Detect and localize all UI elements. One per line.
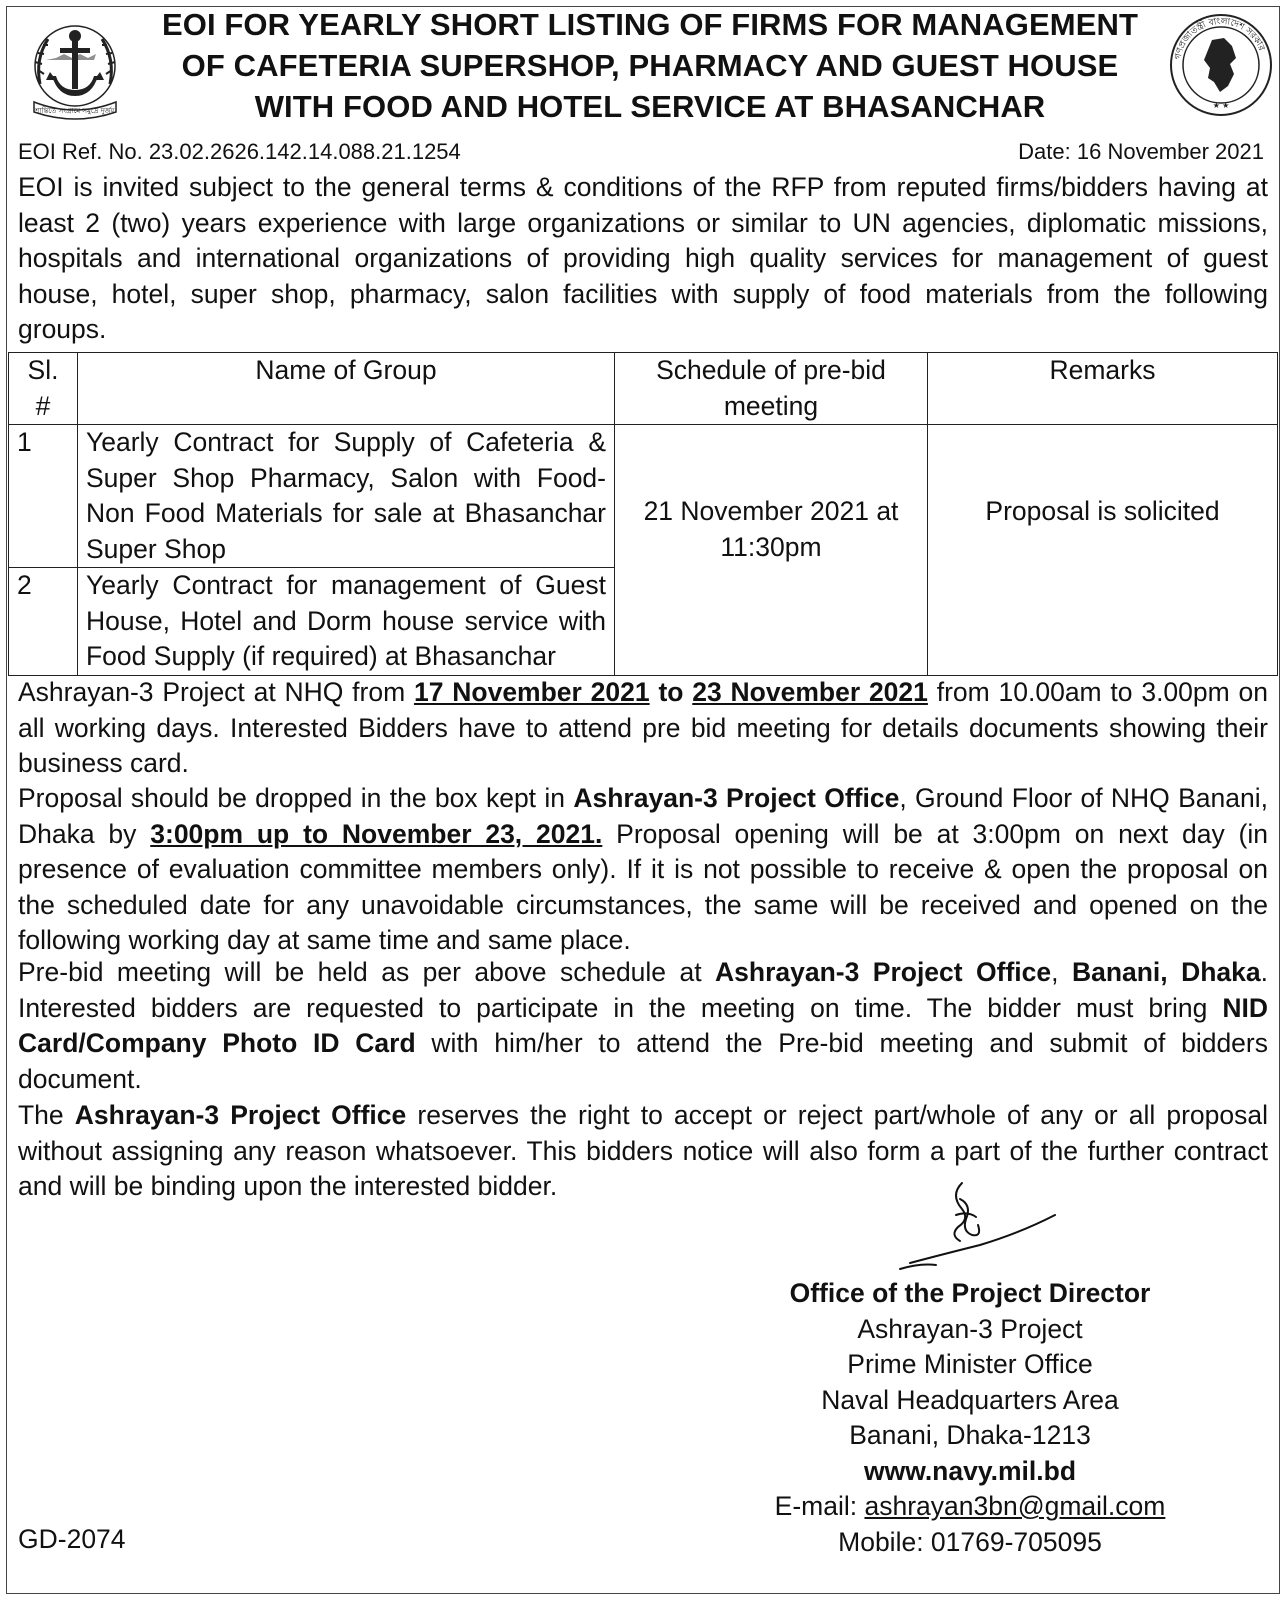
text: , Ground Floor of NHQ Banani, Dhaka by xyxy=(18,783,1268,849)
paragraph-prebid xyxy=(18,955,1268,1097)
navy-motto: শান্তিতে সংগ্রামে সমুদ্রে দুর্জয় xyxy=(35,107,115,115)
text: to xyxy=(658,677,684,707)
id-requirement: NID Card/Company Photo ID Card xyxy=(18,992,1268,1058)
paragraph-submission xyxy=(18,781,1268,959)
mobile-number: Mobile: 01769-705095 xyxy=(838,1526,1102,1557)
row-sl: 2 xyxy=(9,568,78,676)
text: , xyxy=(1051,957,1072,987)
signature-icon xyxy=(880,1175,1060,1285)
office-name: Ashrayan-3 Project Office xyxy=(573,783,900,813)
email-line xyxy=(640,1489,1286,1525)
signatory-block xyxy=(640,1276,1286,1560)
place: Banani, Dhaka xyxy=(1071,957,1261,987)
text: Pre-bid meeting will be held as per above schedule at xyxy=(18,957,715,987)
text: Proposal opening will be at 3:00pm on next day (in presence of evaluation committee members only). If it is not possible to receive & open the proposal on the scheduled date for any unavoidable circumstances, the same will be received and opened on the following working day at same time and same place. xyxy=(18,818,1268,955)
address-line: Ashrayan-3 Project xyxy=(857,1313,1083,1344)
address-line: Naval Headquarters Area xyxy=(821,1384,1119,1415)
seal-text: গণপ্রজাতন্ত্রী বাংলাদেশ সরকার xyxy=(1173,16,1267,61)
navy-logo-icon xyxy=(20,14,130,124)
title-line: EOI FOR YEARLY SHORT LISTING OF FIRMS FOR MANAGEMENT xyxy=(161,7,1138,42)
page-title xyxy=(140,4,1160,127)
text: from 10.00am to 3.00pm on all working days. Interested Bidders have to attend pre bid meeting for details documents showing their business card. xyxy=(18,677,1268,778)
header-sl: Sl. # xyxy=(9,353,78,425)
address-line: Banani, Dhaka-1213 xyxy=(849,1420,1091,1450)
text: Ashrayan-3 Project at NHQ from xyxy=(18,677,414,707)
reference-number: EOI Ref. No. 23.02.2626.142.14.088.21.1254 xyxy=(18,139,461,164)
intro-paragraph: EOI is invited subject to the general terms & conditions of the RFP from reputed firms/bidders having at least 2 (two) years experience with large organizations or similar to UN agencies, diplomatic missions, hospitals and international organizations of providing high quality services for management of guest house, hotel, super shop, pharmacy, salon facilities with supply of food materials from the following groups. xyxy=(18,172,1268,344)
header-remarks: Remarks xyxy=(928,353,1278,425)
text: The xyxy=(18,1100,75,1130)
pre-bid-schedule: 21 November 2021 at 11:30pm xyxy=(615,425,928,676)
text: Proposal should be dropped in the box kept in xyxy=(18,783,574,813)
row-group: Yearly Contract for management of Guest House, Hotel and Dorm house service with Food Supply (if required) at Bhasanchar xyxy=(78,568,615,676)
gd-code: GD-2074 xyxy=(18,1524,126,1554)
office-name: Ashrayan-3 Project Office xyxy=(74,1100,407,1130)
office-title: Office of the Project Director xyxy=(789,1278,1151,1308)
website-link[interactable]: www.navy.mil.bd xyxy=(863,1455,1077,1486)
paragraph-rights xyxy=(18,1098,1268,1205)
notice-date: Date: 16 November 2021 xyxy=(1018,139,1264,164)
date-to: 23 November 2021 xyxy=(692,677,928,707)
table-row xyxy=(9,425,1278,568)
title-line: WITH FOOD AND HOTEL SERVICE AT BHASANCHAR xyxy=(254,89,1046,124)
paragraph-collection xyxy=(18,675,1268,782)
table-header-row xyxy=(9,353,1278,425)
text: with him/her to attend the Pre-bid meeting and submit of bidders document. xyxy=(18,1028,1268,1094)
text: reserves the right to accept or reject part/whole of any or all proposal without assigning any reason whatsoever. This bidders notice will also form a part of the further contract and will be binding upon the interested bidder. xyxy=(18,1100,1269,1201)
email-label: E-mail: xyxy=(774,1491,865,1521)
text: . Interested bidders are requested to participate in the meeting on time. The bidder must bring xyxy=(18,957,1268,1023)
groups-table xyxy=(8,352,1278,676)
deadline: 3:00pm up to November 23, 2021. xyxy=(150,818,603,849)
office-name: Ashrayan-3 Project Office xyxy=(715,957,1052,987)
row-sl: 1 xyxy=(9,425,78,568)
svg-text:★ ★: ★ ★ xyxy=(1212,101,1230,110)
email-link[interactable]: ashrayan3bn@gmail.com xyxy=(864,1491,1166,1521)
government-seal-icon xyxy=(1168,12,1274,118)
address-line: Prime Minister Office xyxy=(847,1349,1093,1379)
title-line: OF CAFETERIA SUPERSHOP, PHARMACY AND GUEST HOUSE xyxy=(181,48,1119,83)
row-group: Yearly Contract for Supply of Cafeteria & Super Shop Pharmacy, Salon with Food-Non Food Materials for sale at Bhasanchar Super Shop xyxy=(78,425,615,568)
header-schedule: Schedule of pre-bid meeting xyxy=(615,353,928,425)
header-group: Name of Group xyxy=(78,353,615,425)
date-from: 17 November 2021 xyxy=(413,677,650,707)
remarks: Proposal is solicited xyxy=(928,425,1278,676)
